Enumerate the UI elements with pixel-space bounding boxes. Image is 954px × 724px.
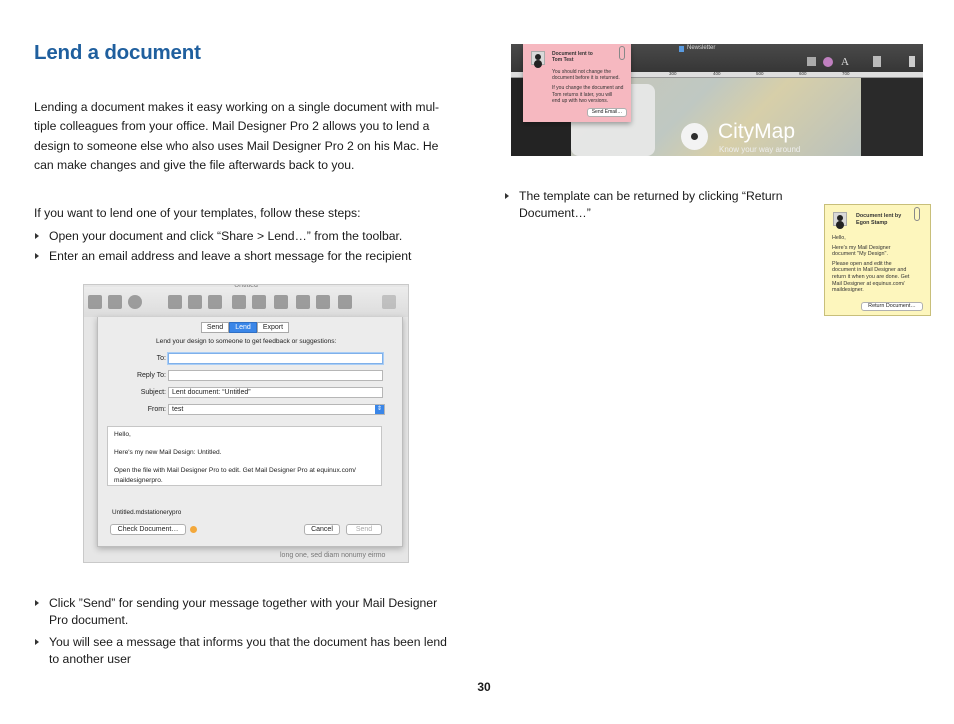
check-document-button[interactable]: Check Document… (110, 524, 186, 535)
paint-icon[interactable] (338, 295, 352, 309)
note-line: If you change the document and (552, 85, 624, 92)
toolbar (84, 287, 408, 317)
ruler-mark: 300 (669, 71, 677, 76)
ruler-mark: 500 (756, 71, 764, 76)
background-text: long one, sed diam nonumy eirmo (280, 552, 386, 559)
brush-icon[interactable] (316, 295, 330, 309)
rotate-icon[interactable] (232, 295, 246, 309)
intro-paragraph (34, 98, 474, 175)
list-item (35, 228, 475, 245)
note-line: end up with two versions. (552, 97, 609, 104)
note-line: maildesigner. (832, 287, 864, 294)
align-icon[interactable] (208, 295, 222, 309)
list-item-text: The template can be returned by clicking “Return (519, 189, 783, 203)
arrange-icon[interactable] (188, 295, 202, 309)
bullet-arrow-icon (35, 600, 39, 606)
document-icon (679, 46, 684, 52)
layers-icon[interactable] (168, 295, 182, 309)
clock-icon[interactable] (128, 295, 142, 309)
lend-description: Lend your design to someone to get feedback or suggestions: (156, 338, 337, 345)
note-line: return it when you are done. Get (832, 273, 910, 280)
tab-send[interactable]: Send (201, 322, 229, 333)
from-label: From: (147, 406, 166, 413)
list-item (35, 595, 475, 631)
list-item-text: to another user (49, 652, 131, 666)
message-line: Hello, (114, 431, 131, 438)
list-item-text: Enter an email address and leave a short message for the recipient (49, 249, 412, 263)
list-item-text: You will see a message that informs you that the document has been lend (49, 635, 447, 649)
paperclip-icon (914, 207, 920, 221)
move-tool-icon[interactable] (88, 295, 102, 309)
ruler-mark: 400 (713, 71, 721, 76)
map-pin-icon (681, 123, 708, 150)
intro-line: Lending a document makes it easy working on a single document with mul- (34, 100, 440, 114)
citymap-tagline: Know your way around (719, 145, 801, 154)
crop-tool-icon[interactable] (108, 295, 122, 309)
message-line: Open the file with Mail Designer Pro to edit. Get Mail Designer Pro at equinux.com/ (114, 467, 356, 475)
font-icon[interactable]: A (841, 56, 849, 68)
paperclip-icon (619, 46, 625, 60)
list-item (505, 188, 805, 224)
ruler-mark: 600 (799, 71, 807, 76)
bullet-arrow-icon (505, 193, 509, 199)
send-button[interactable]: Send (346, 524, 382, 535)
image-icon[interactable] (252, 295, 266, 309)
note-line: Hello, (832, 235, 846, 241)
avatar (531, 51, 545, 65)
lent-note (523, 44, 631, 122)
note-line: Please open and edit the (832, 260, 892, 267)
note-line: document "My Design". (832, 251, 888, 258)
note-title: Document lent to (552, 51, 593, 57)
note-line: Here's my Mail Designer (832, 244, 891, 251)
lend-sheet (97, 317, 403, 547)
list-item (35, 248, 475, 265)
tab-export[interactable]: Export (257, 322, 289, 333)
note-title: Egon Stamp (856, 219, 888, 226)
status-dot (190, 526, 197, 533)
to-label: To: (156, 355, 166, 362)
color-wheel-icon[interactable] (823, 57, 833, 67)
ruler-mark: 700 (842, 71, 850, 76)
avatar (833, 212, 847, 226)
tab-lend[interactable]: Lend (229, 322, 257, 333)
send-email-button[interactable]: Send Email… (587, 108, 627, 117)
attachment-name: Untitled.mdstationerypro (112, 509, 182, 516)
checker-icon[interactable] (807, 57, 816, 66)
citymap-screenshot (511, 44, 923, 156)
bullet-arrow-icon (35, 639, 39, 645)
note-line: You should not change the (552, 69, 612, 75)
list-item (35, 634, 475, 670)
note-line: Tom returns it later, you will (552, 91, 613, 98)
page-number: 30 (477, 680, 491, 694)
note-title: Document lent by (856, 213, 902, 219)
message-line: maildesignerpro. (114, 476, 163, 484)
intro-line: design to someone else who also uses Mail Designer Pro 2 on his Mac. He (34, 138, 439, 153)
list-item-text: Document…” (519, 206, 591, 220)
reply-to-field[interactable] (168, 370, 383, 381)
bullet-arrow-icon (35, 233, 39, 239)
phone-icon[interactable] (909, 56, 915, 67)
list-item-text: Open your document and click “Share > Lend…” from the toolbar. (49, 229, 403, 243)
note-line: document before it is returned. (552, 75, 620, 82)
page-title: Lend a document (34, 41, 201, 64)
share-icon[interactable] (296, 295, 310, 309)
steps-intro: If you want to lend one of your templates, follow these steps: (34, 206, 361, 220)
from-select-value: test (172, 406, 184, 413)
to-field[interactable] (168, 353, 383, 364)
return-document-button[interactable]: Return Document… (861, 302, 923, 311)
bucket-icon[interactable] (382, 295, 396, 309)
cancel-button[interactable]: Cancel (304, 524, 340, 535)
from-select[interactable] (168, 404, 385, 415)
right-pane (861, 78, 923, 156)
chevron-updown-icon: ⇕ (376, 406, 383, 412)
calculator-icon[interactable] (873, 56, 881, 67)
citymap-headline: CityMap (718, 120, 796, 143)
message-body[interactable] (107, 426, 382, 486)
note-line: Mail Designer at equinux.com/ (832, 280, 905, 287)
note-line: document in Mail Designer and (832, 267, 907, 274)
list-item-text: Pro document. (49, 613, 129, 627)
window-title: Newsletter (687, 45, 716, 51)
subject-field[interactable]: Lent document: “Untitled” (168, 387, 383, 398)
return-note (824, 204, 931, 316)
list-item-text: Click ”Send” for sending your message together with your Mail Designer (49, 596, 438, 610)
reply-to-label: Reply To: (136, 372, 166, 379)
lend-dialog-screenshot (83, 284, 409, 563)
bullet-arrow-icon (35, 253, 39, 259)
intro-line: tiple colleagues from your office. Mail Designer Pro 2 allows you to lend a (34, 119, 430, 134)
note-title: Tom Test (552, 57, 574, 64)
intro-line: can make changes and give the file afterwards back to you. (34, 157, 355, 172)
subject-label: Subject: (140, 389, 166, 396)
message-line: Here's my new Mail Design: Untitled. (114, 449, 222, 457)
image-edit-icon[interactable] (274, 295, 288, 309)
